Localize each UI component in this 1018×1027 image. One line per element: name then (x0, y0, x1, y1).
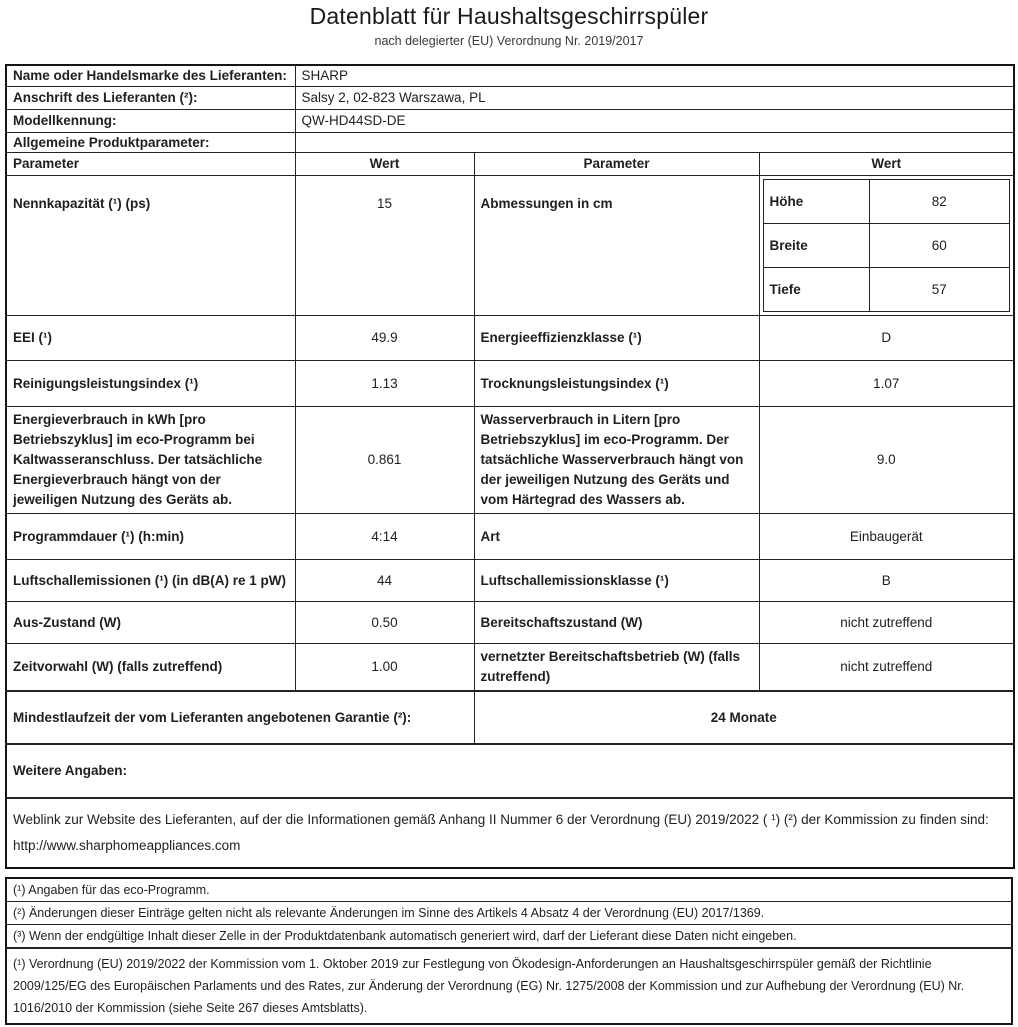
weblink-row (6, 798, 1014, 868)
type-value: Einbaugerät (759, 513, 1014, 559)
delay-start-value: 1.00 (295, 643, 474, 691)
noise-row (6, 559, 1014, 601)
dimensions-label: Abmessungen in cm (474, 175, 759, 315)
dimension-row-height (763, 179, 1010, 223)
footnote-row-4 (6, 948, 1012, 1024)
dimension-row-width (763, 223, 1010, 267)
dimension-height-value: 82 (869, 179, 1010, 223)
header-parameter-left: Parameter (6, 152, 295, 175)
model-id-value: QW-HD44SD-DE (295, 109, 1014, 132)
supplier-weblink-text: Weblink zur Website des Lieferanten, auf der die Informationen gemäß Anhang II Nummer 6 der Verordnung (EU) 2019/2022 ( ¹) (²) der Kommission zu finden sind: http://www.sharphomeappliances.com (6, 798, 1014, 868)
general-parameters-row (6, 132, 1014, 152)
model-id-row (6, 109, 1014, 132)
warranty-value: 24 Monate (474, 691, 1014, 744)
dimension-width-value: 60 (869, 223, 1010, 267)
capacity-label: Nennkapazität (¹) (ps) (6, 175, 295, 315)
water-consumption-label: Wasserverbrauch in Litern [pro Betriebszyklus] im eco-Programm. Der tatsächliche Wasserverbrauch hängt von der jeweiligen Nutzung des Geräts und vom Härtegrad des Wassers ab. (474, 406, 759, 513)
page-title: Datenblatt für Haushaltsgeschirrspüler (309, 3, 709, 29)
column-header-row (6, 152, 1014, 175)
supplier-address-value: Salsy 2, 02-823 Warszawa, PL (295, 86, 1014, 109)
program-duration-value: 4:14 (295, 513, 474, 559)
supplier-name-value: SHARP (295, 65, 1014, 86)
energy-class-value: D (759, 315, 1014, 360)
datasheet-page (0, 3, 1018, 1025)
networked-standby-value: nicht zutreffend (759, 643, 1014, 691)
footnote-4: (¹) Verordnung (EU) 2019/2022 der Kommission vom 1. Oktober 2019 zur Festlegung von Ökodesign-Anforderungen an Haushaltsgeschirrspüler gemäß der Richtlinie 2009/125/EG des Europäischen Parlaments und des Rates, zur Änderung der Verordnung (EG) Nr. 1275/2008 der Kommission und zur Aufhebung der Verordnung (EU) Nr. 1016/2010 der Kommission (siehe Seite 267 dieses Amtsblatts). (6, 948, 1012, 1024)
program-duration-row (6, 513, 1014, 559)
header-parameter-right: Parameter (474, 152, 759, 175)
program-duration-label: Programmdauer (¹) (h:min) (6, 513, 295, 559)
supplier-address-label: Anschrift des Lieferanten (²): (6, 86, 295, 109)
off-mode-label: Aus-Zustand (W) (6, 601, 295, 643)
energy-water-consumption-row (6, 406, 1014, 513)
off-mode-row (6, 601, 1014, 643)
dimensions-cell (759, 175, 1014, 315)
general-parameters-empty-cell (295, 132, 1014, 152)
dimensions-subtable (763, 179, 1011, 312)
dimension-row-depth (763, 267, 1010, 311)
header-wert-right: Wert (759, 152, 1014, 175)
water-consumption-value: 9.0 (759, 406, 1014, 513)
supplier-address-row (6, 86, 1014, 109)
header-wert-left: Wert (295, 152, 474, 175)
supplier-name-row (6, 65, 1014, 86)
standby-label: Bereitschaftszustand (W) (474, 601, 759, 643)
eei-row (6, 315, 1014, 360)
general-parameters-label: Allgemeine Produktparameter: (6, 132, 295, 152)
supplier-name-label: Name oder Handelsmarke des Lieferanten: (6, 65, 295, 86)
type-label: Art (474, 513, 759, 559)
networked-standby-label: vernetzter Bereitschaftsbetrieb (W) (falls zutreffend) (474, 643, 759, 691)
energy-consumption-value: 0.861 (295, 406, 474, 513)
delay-start-label: Zeitvorwahl (W) (falls zutreffend) (6, 643, 295, 691)
footnote-3: (³) Wenn der endgültige Inhalt dieser Zelle in der Produktdatenbank automatisch generiert wird, darf der Lieferant diese Daten nicht eingeben. (6, 925, 1012, 948)
dimension-depth-label: Tiefe (763, 267, 869, 311)
energy-class-label: Energieeffizienzklasse (¹) (474, 315, 759, 360)
more-info-row (6, 744, 1014, 798)
noise-emission-value: 44 (295, 559, 474, 601)
dimension-height-label: Höhe (763, 179, 869, 223)
noise-class-value: B (759, 559, 1014, 601)
footnote-1: (¹) Angaben für das eco-Programm. (6, 878, 1012, 902)
eei-label: EEI (¹) (6, 315, 295, 360)
cleaning-index-label: Reinigungsleistungsindex (¹) (6, 360, 295, 406)
drying-index-label: Trocknungsleistungsindex (¹) (474, 360, 759, 406)
drying-index-value: 1.07 (759, 360, 1014, 406)
capacity-value: 15 (295, 175, 474, 315)
more-info-label: Weitere Angaben: (6, 744, 1014, 798)
footnotes-table (5, 877, 1013, 1025)
off-mode-value: 0.50 (295, 601, 474, 643)
dimension-width-label: Breite (763, 223, 869, 267)
page-subtitle: nach delegierter (EU) Verordnung Nr. 2019/2017 (374, 34, 644, 48)
footnote-row-3 (6, 925, 1012, 948)
footnote-2: (²) Änderungen dieser Einträge gelten nicht als relevante Änderungen im Sinne des Artikels 4 Absatz 4 der Verordnung (EU) 2017/1369. (6, 902, 1012, 925)
dimension-depth-value: 57 (869, 267, 1010, 311)
delay-start-row (6, 643, 1014, 691)
model-id-label: Modellkennung: (6, 109, 295, 132)
warranty-label: Mindestlaufzeit der vom Lieferanten angebotenen Garantie (²): (6, 691, 474, 744)
noise-emission-label: Luftschallemissionen (¹) (in dB(A) re 1 pW) (6, 559, 295, 601)
standby-value: nicht zutreffend (759, 601, 1014, 643)
cleaning-index-value: 1.13 (295, 360, 474, 406)
warranty-row (6, 691, 1014, 744)
eei-value: 49.9 (295, 315, 474, 360)
product-datasheet-table (5, 64, 1015, 869)
cleaning-index-row (6, 360, 1014, 406)
footnote-row-2 (6, 902, 1012, 925)
energy-consumption-label: Energieverbrauch in kWh [pro Betriebszyklus] im eco-Programm bei Kaltwasseranschluss. Der tatsächliche Energieverbrauch hängt von der jeweiligen Nutzung des Geräts ab. (6, 406, 295, 513)
noise-class-label: Luftschallemissionsklasse (¹) (474, 559, 759, 601)
footnote-row-1 (6, 878, 1012, 902)
capacity-dimensions-row (6, 175, 1014, 315)
